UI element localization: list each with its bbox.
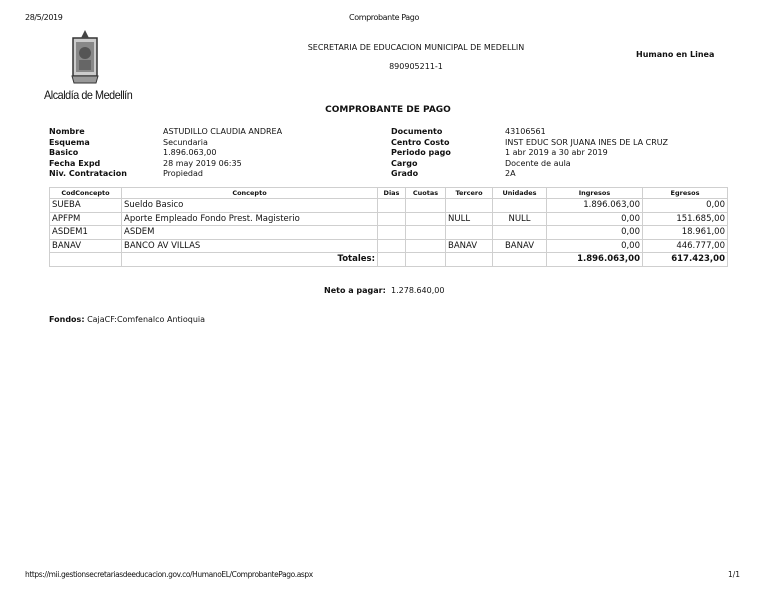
info-left-labels xyxy=(49,127,127,180)
footer-url[interactable]: https://mii.gestionsecretariasdeeducacion.gov.co/HumanoEL/ComprobantePago.aspx xyxy=(25,570,313,579)
cell-cod: APFPM xyxy=(50,212,122,226)
label-cargo: Cargo xyxy=(391,158,418,168)
cell-concepto: BANCO AV VILLAS xyxy=(122,239,378,253)
cell-cod: ASDEM1 xyxy=(50,226,122,240)
cell-egresos: 18.961,00 xyxy=(643,226,728,240)
cell-unidades: NULL xyxy=(493,212,547,226)
cell-tercero xyxy=(446,226,493,240)
funds-label: Fondos: xyxy=(49,315,85,324)
cell-cuotas xyxy=(406,239,446,253)
col-tercero: Tercero xyxy=(446,188,493,199)
col-cuotas: Cuotas xyxy=(406,188,446,199)
totals-label: Totales: xyxy=(122,253,378,267)
cell-tercero: BANAV xyxy=(446,239,493,253)
cell-concepto: Sueldo Basico xyxy=(122,199,378,213)
value-nombre: ASTUDILLO CLAUDIA ANDREA xyxy=(163,127,283,136)
value-grado: 2A xyxy=(505,169,516,178)
col-unidades: Unidades xyxy=(493,188,547,199)
cell-cuotas xyxy=(406,199,446,213)
cell-dias xyxy=(378,239,406,253)
cell-ingresos: 1.896.063,00 xyxy=(547,199,643,213)
document-title: COMPROBANTE DE PAGO xyxy=(325,105,451,115)
cell-egresos: 446.777,00 xyxy=(643,239,728,253)
col-egresos: Egresos xyxy=(643,188,728,199)
value-documento: 43106561 xyxy=(505,127,546,136)
value-basico: 1.896.063,00 xyxy=(163,148,217,157)
totals-empty-cell xyxy=(378,253,406,267)
col-dias: Dias xyxy=(378,188,406,199)
cell-unidades xyxy=(493,226,547,240)
print-title: Comprobante Pago xyxy=(349,13,419,22)
funds-value: CajaCF:Comfenalco Antioquia xyxy=(87,315,206,324)
cell-dias xyxy=(378,199,406,213)
footer-page-number: 1/1 xyxy=(728,570,741,579)
col-ingresos: Ingresos xyxy=(547,188,643,199)
cell-egresos: 0,00 xyxy=(643,199,728,213)
cell-unidades: BANAV xyxy=(493,239,547,253)
net-pay-value: 1.278.640,00 xyxy=(391,286,445,295)
label-esquema: Esquema xyxy=(49,137,90,147)
cell-tercero xyxy=(446,199,493,213)
organization-name: SECRETARIA DE EDUCACION MUNICIPAL DE MEDELLIN xyxy=(307,43,525,52)
system-name: Humano en Linea xyxy=(636,50,715,59)
totals-empty-cell xyxy=(446,253,493,267)
label-grado: Grado xyxy=(391,169,419,178)
col-concepto: Concepto xyxy=(122,188,378,199)
net-pay-label: Neto a pagar: xyxy=(324,286,386,295)
table-row xyxy=(50,212,728,226)
cell-dias xyxy=(378,212,406,226)
value-niv-contratacion: Propiedad xyxy=(163,169,203,178)
total-egresos: 617.423,00 xyxy=(643,253,728,267)
table-header-row xyxy=(50,188,728,199)
cell-ingresos: 0,00 xyxy=(547,226,643,240)
cell-tercero: NULL xyxy=(446,212,493,226)
total-ingresos: 1.896.063,00 xyxy=(547,253,643,267)
label-documento: Documento xyxy=(391,127,443,136)
totals-empty-cell xyxy=(50,253,122,267)
label-niv-contratacion: Niv. Contratacion xyxy=(49,169,127,178)
label-nombre: Nombre xyxy=(49,127,85,136)
cell-concepto: ASDEM xyxy=(122,226,378,240)
totals-empty-cell xyxy=(406,253,446,267)
value-cargo: Docente de aula xyxy=(505,158,571,168)
totals-row xyxy=(50,253,728,267)
totals-empty-cell xyxy=(493,253,547,267)
cell-ingresos: 0,00 xyxy=(547,239,643,253)
info-left-values xyxy=(163,127,282,180)
print-date: 28/5/2019 xyxy=(25,13,63,22)
value-periodo-pago: 1 abr 2019 a 30 abr 2019 xyxy=(505,148,608,157)
funds-line xyxy=(49,315,205,324)
label-fecha-expd: Fecha Expd xyxy=(49,158,101,168)
table-row xyxy=(50,199,728,213)
cell-cuotas xyxy=(406,212,446,226)
label-centro-costo: Centro Costo xyxy=(391,137,450,147)
label-basico: Basico xyxy=(49,148,79,157)
label-periodo-pago: Periodo pago xyxy=(391,148,451,157)
nit-number: 890905211-1 xyxy=(389,62,443,71)
payment-concepts-table xyxy=(49,187,728,267)
cell-egresos: 151.685,00 xyxy=(643,212,728,226)
cell-ingresos: 0,00 xyxy=(547,212,643,226)
cell-cod: BANAV xyxy=(50,239,122,253)
col-codconcepto: CodConcepto xyxy=(50,188,122,199)
table-row xyxy=(50,226,728,240)
value-esquema: Secundaria xyxy=(163,137,208,147)
info-right-labels xyxy=(391,127,451,180)
cell-cuotas xyxy=(406,226,446,240)
cell-concepto: Aporte Empleado Fondo Prest. Magisterio xyxy=(122,212,378,226)
table-row xyxy=(50,239,728,253)
info-right-values xyxy=(505,127,668,180)
value-fecha-expd: 28 may 2019 06:35 xyxy=(163,158,242,168)
cell-unidades xyxy=(493,199,547,213)
medellin-coat-of-arms-icon xyxy=(70,28,100,86)
cell-cod: SUEBA xyxy=(50,199,122,213)
logo-caption: Alcaldía de Medellín xyxy=(44,88,133,102)
value-centro-costo: INST EDUC SOR JUANA INES DE LA CRUZ xyxy=(505,137,668,147)
cell-dias xyxy=(378,226,406,240)
